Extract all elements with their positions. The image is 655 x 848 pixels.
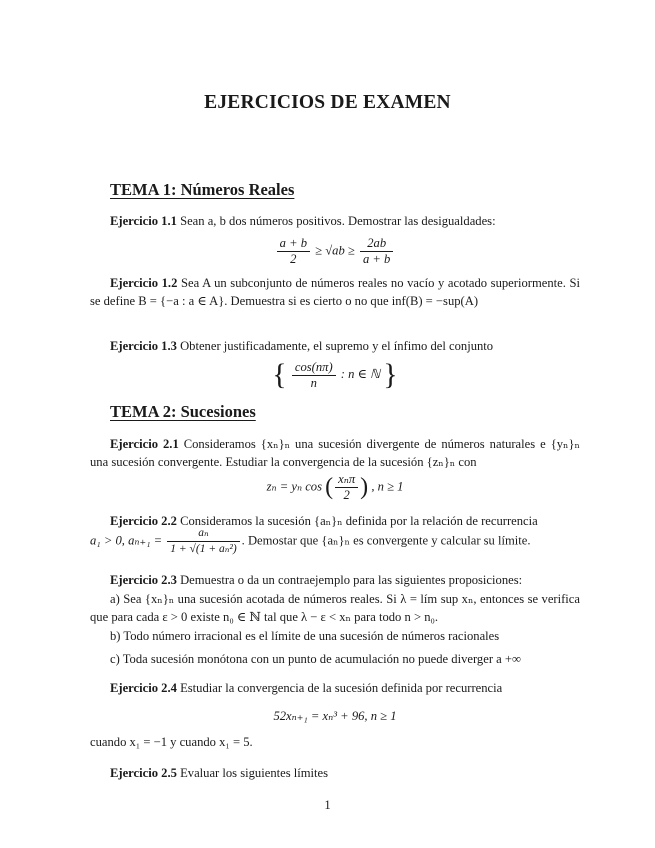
fraction [292, 360, 336, 391]
fraction [335, 472, 358, 503]
exercise-text: Obtener justificadamente, el supremo y el ínfimo del conjunto [180, 339, 494, 353]
exercise-text: Consideramos la sucesión {aₙ}ₙ definida por la relación de recurrencia [180, 514, 538, 528]
equation-2-4: 52xₙ₊₁ = xₙ³ + 96, n ≥ 1 [273, 709, 397, 723]
exercise-2-3-item-c: c) Toda sucesión monótona con un punto de acumulación no puede diverger a +∞ [110, 652, 521, 666]
exercise-label: Ejercicio 2.3 [110, 573, 177, 587]
exercise-1-1 [90, 213, 580, 231]
exercise-2-4 [90, 680, 580, 698]
exercise-label: Ejercicio 2.2 [110, 514, 177, 528]
exercise-1-2 [90, 275, 580, 310]
equation-left: zₙ = yₙ cos [266, 479, 322, 494]
page-number: 1 [324, 798, 331, 812]
fraction-numerator: a + b [277, 236, 310, 252]
exercise-2-5 [90, 765, 580, 783]
left-brace: { [272, 358, 287, 391]
fraction [167, 526, 239, 557]
exercise-1-3 [90, 338, 580, 356]
exercise-2-3-item-a: a) Sea {xₙ}ₙ una sucesión acotada de números reales. Si λ = lím sup xₙ, entonces se verifica que para cada ε > 0 existe n₀ ∈ ℕ tal que λ − ε < xₙ para todo n > n₀. [90, 592, 580, 624]
exercise-label: Ejercicio 2.1 [110, 437, 179, 451]
right-brace: } [383, 358, 398, 391]
equation-right: , n ≥ 1 [371, 479, 404, 494]
fraction-numerator: aₙ [167, 526, 239, 542]
exercise-label: Ejercicio 1.3 [110, 339, 177, 353]
exercise-text: Evaluar los siguientes límites [180, 766, 329, 780]
fraction-numerator: xₙπ [335, 472, 358, 488]
exercise-text: Estudiar la convergencia de la sucesión definida por recurrencia [180, 681, 503, 695]
fraction [277, 236, 310, 267]
exercise-2-3-item-b: b) Todo número irracional es el límite de una sucesión de números racionales [110, 629, 500, 643]
fraction-denominator: 2 [343, 488, 350, 502]
inequality-middle: ≥ √ab ≥ [315, 243, 355, 258]
left-paren: ( [325, 474, 334, 500]
fraction-denominator: n [310, 375, 317, 390]
fraction-numerator: cos(nπ) [292, 360, 336, 376]
right-paren: ) [360, 474, 369, 500]
exercise-text: Sean a, b dos números positivos. Demostrar las desigualdades: [180, 214, 496, 228]
exercise-text: Sea A un subconjunto de números reales no vacío y acotado superiormente. Si se define B = {−a : a ∈ A}. Demuestra si es cierto o no que inf(B) = −sup(A) [90, 276, 580, 308]
equation-2-1 [90, 472, 580, 503]
exercise-label: Ejercicio 1.1 [110, 214, 177, 228]
fraction [360, 236, 393, 267]
equation-1-1 [90, 236, 580, 267]
section-heading-tema2: TEMA 2: Sucesiones [110, 402, 256, 421]
exercise-label: Ejercicio 2.5 [110, 766, 177, 780]
fraction-numerator: 2ab [360, 236, 393, 252]
exercise-label: Ejercicio 2.4 [110, 681, 177, 695]
section-heading-tema1: TEMA 1: Números Reales [110, 180, 295, 199]
exercise-text: . Demostar que {aₙ}ₙ es convergente y calcular su límite. [241, 533, 531, 548]
exercise-2-4-tail: cuando x₁ = −1 y cuando x₁ = 5. [90, 735, 253, 749]
set-condition: : n ∈ ℕ [340, 366, 381, 381]
fraction-denominator: 1 + √(1 + aₙ²) [170, 543, 237, 555]
fraction-denominator: a + b [362, 252, 391, 266]
exercise-text: Demuestra o da un contraejemplo para las siguientes proposiciones: [180, 573, 523, 587]
equation-1-3 [90, 358, 580, 392]
exercise-2-2-line2 [90, 526, 580, 557]
recurrence-start: a₁ > 0, aₙ₊₁ = [90, 533, 163, 548]
exercise-text: Consideramos {xₙ}ₙ una sucesión divergente de números naturales e {yₙ}ₙ una sucesión convergente. Estudiar la convergencia de la sucesión {zₙ}ₙ con [90, 437, 580, 469]
exercise-label: Ejercicio 1.2 [110, 276, 178, 290]
page-title: EJERCICIOS DE EXAMEN [204, 92, 451, 113]
exercise-2-3 [90, 572, 580, 590]
fraction-denominator: 2 [290, 252, 297, 266]
exercise-2-1 [90, 436, 580, 471]
